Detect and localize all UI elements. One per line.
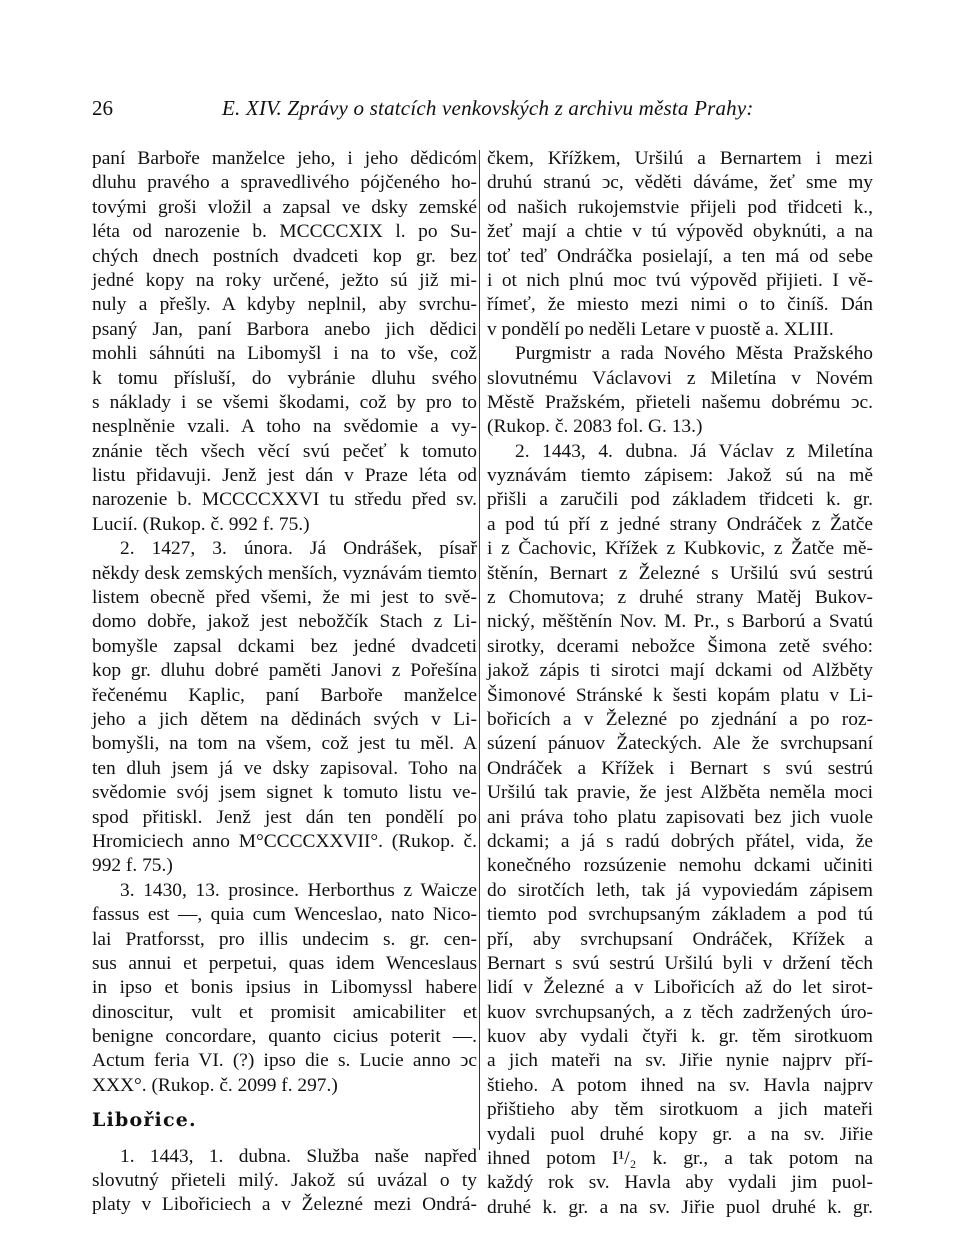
text-line: Hromiciech anno M°CCCCXXVII°. (Rukop. č.: [92, 830, 477, 852]
paragraph-liborice-entry-1: [92, 1145, 477, 1218]
text-line: jakož zápis ti sirotci mají dckami od Alžběty: [487, 660, 873, 682]
text-line: Lucií. (Rukop. č. 992 f. 75.): [92, 513, 310, 535]
text-line: bomyšle zapsal dckami bez jedné dvadceti: [92, 635, 477, 657]
text-line: benigne concordare, quanto cicius poterit —.: [92, 1026, 477, 1048]
text-line: čkem, Křížkem, Uršilú a Bernartem i mezi: [487, 148, 873, 169]
text-line: svědomie svój jsem signet k tomuto listu ve-: [92, 782, 477, 804]
text-line: i ot nich plnú moc tvú výpověd přijieti. I vě-: [487, 269, 873, 291]
paragraph-entry-1-continued: [92, 147, 477, 537]
text-line: fassus est —, quia cum Wenceslao, nato Nico-: [92, 904, 477, 926]
text-line: Bernart s svú sestrú Uršilú byli v držení těch: [487, 952, 873, 974]
page-number: 26: [92, 96, 113, 120]
paragraph-entry-3: [92, 879, 477, 1099]
text-line: žeť mají a chtie v tú výpověd obyknúti, a na: [487, 221, 873, 243]
text-line: kuov aby vydali čtyři k. gr. těm sirotkuom: [487, 1026, 873, 1048]
text-line: přišli a zaručili pod základem třidceti k. gr.: [487, 489, 873, 511]
text-line: tovými groši vložil a zapsal ve dsky zemské: [92, 196, 477, 218]
text-line: dinoscitur, vult et promisit amicabiliter et: [92, 1001, 477, 1023]
text-line: i z Čachovic, Křížek z Kubkovic, z Žatče mě-: [487, 538, 873, 560]
text-line: narozenie b. MCCCCXXVI tu středu před sv.: [92, 489, 477, 511]
text-line: pří, aby svrchupsaní Ondráček, Křížek a: [487, 928, 873, 950]
text-line: tiemto pod svrchupsaným základem a pod tú: [487, 904, 873, 926]
text-line: in ipso et bonis ipsius in Libomyssl habere: [92, 977, 477, 999]
text-line: Městě Pražském, přieteli našemu dobrému ↄc.: [487, 391, 873, 413]
left-column: [92, 147, 477, 1218]
text-line: kop gr. dluhu dobré paměti Janovi z Pořešína: [92, 660, 477, 682]
text-line: do sirotčích leth, tak já vypoviedám zápisem: [487, 879, 873, 901]
text-line: slovutný přieteli milý. Jakož sú uvázal o ty: [92, 1170, 477, 1192]
paragraph-letter-continued: [487, 147, 873, 342]
text-line: a pod tú pří z jedné strany Ondráček z Žatče: [487, 513, 873, 535]
text-line: lidí v Železné a v Libořicích až do let sirot-: [487, 977, 873, 999]
text-line: znánie těch všech věcí svú pečeť k tomuto: [92, 440, 477, 462]
text-line: v pondělí po neděli Letare v puostě a. XLIII.: [487, 318, 834, 340]
text-line: súzení pánuov Žateckých. Ale že svrchupsaní: [487, 733, 873, 755]
text-line: toť teď Ondráčka posielají, a ten má od sebe: [487, 245, 873, 267]
text-line: každý rok sv. Havla aby vydali jim puol-: [487, 1172, 873, 1194]
text-line: od našich rukojemstvie přijeli pod třidceti k.,: [487, 196, 873, 218]
text-line: štieho. A potom ihned na sv. Havla najprv: [487, 1074, 873, 1096]
text-line: platy v Libořiciech a v Železné mezi Ondrá-: [92, 1194, 477, 1216]
text-line: s náklady i se všemi škodami, což by pro to: [92, 391, 477, 413]
text-line: k tomu přísluší, do vybránie dluhu svého: [92, 367, 477, 389]
text-line: listem obecně před všemi, že mi jest to svě-: [92, 587, 477, 609]
text-line: vyznávám tiemto zápisem: Jakož sú na mě: [487, 465, 873, 487]
text-line: dckami; a já s radú dobrých přátel, vida, že: [487, 830, 873, 852]
text-line: Actum feria VI. (?) ipso die s. Lucie anno ↄc: [92, 1050, 477, 1072]
text-line: slovutnému Václavovi z Miletína v Novém: [487, 367, 873, 389]
text-line: Šimonové Stránské k šesti kopám platu v Li-: [487, 684, 873, 706]
page-header: [92, 96, 864, 128]
text-line: druhé k. gr. a na sv. Jiřie puol druhé k. gr.: [487, 1196, 873, 1218]
text-line: někdy desk zemských menších, vyznávám tiemto: [92, 562, 477, 584]
text-line: 2. 1427, 3. února. Já Ondrášek, písař: [120, 538, 477, 560]
text-line: nický, měštěnín Nov. M. Pr., s Barború a Svatú: [487, 611, 873, 633]
text-line: 3. 1430, 13. prosince. Herborthus z Waicze: [120, 879, 477, 901]
text-line: druhú stranú ↄc, věděti dáváme, žeť sme my: [487, 172, 873, 194]
text-line: bomyšli, na tom na všem, což jest tu měl. A: [92, 733, 477, 755]
column-divider: [479, 150, 480, 1150]
text-line: ihned potom I¹/₂ k. gr., a tak potom na: [487, 1148, 873, 1170]
text-line: ten dluh jsem já ve dsky zapisoval. Toho na: [92, 757, 477, 779]
text-line: paní Barboře manželce jeho, i jeho dědicóm: [92, 148, 477, 169]
text-line: Purgmistr a rada Nového Města Pražského: [515, 343, 873, 365]
text-line: sirotky, dcerami nebožce Šimona zetě svého:: [487, 635, 873, 657]
text-line: (Rukop. č. 2083 fol. G. 13.): [487, 416, 703, 438]
paragraph-entry-2: [92, 537, 477, 878]
text-line: kuov svrchupsaných, a z těch zadržených úro-: [487, 1001, 873, 1023]
paragraph-letter-address: [487, 342, 873, 440]
text-line: štěnín, Bernart z Železné s Uršilú svú sestrú: [487, 562, 873, 584]
section-heading: Libořice.: [92, 1109, 197, 1132]
text-line: Uršilú tak pravie, že jest Alžběta neměla moci: [487, 782, 873, 804]
text-line: mohli sáhnúti na Libomyšl i na to vše, což: [92, 343, 477, 365]
text-line: sus annui et perpetui, quas idem Wenceslaus: [92, 952, 477, 974]
text-line: římeť, že miesto mezi nimi o to činíš. Dán: [487, 294, 873, 316]
text-line: a jich mateři na sv. Jiřie nynie najprv pří-: [487, 1050, 873, 1072]
text-line: Ondráček a Křížek i Bernart s svú sestrú: [487, 757, 873, 779]
text-line: XXX°. (Rukop. č. 2099 f. 297.): [92, 1074, 338, 1096]
text-line: 992 f. 75.): [92, 855, 173, 877]
text-line: přištieho aby těm sirotkuom a jich mateři: [487, 1099, 873, 1121]
text-line: ani práva toho platu zapisovati bez jich vuole: [487, 806, 873, 828]
paragraph-liborice-entry-2: [487, 440, 873, 1221]
text-line: bořicích a v Železné po zjednání a po roz-: [487, 708, 873, 730]
text-line: 1. 1443, 1. dubna. Služba naše napřed: [120, 1145, 477, 1167]
text-line: vydali puol druhé kopy gr. a na sv. Jiřie: [487, 1123, 873, 1145]
text-line: konečného rozsúzenie nemohu dckami učiniti: [487, 855, 873, 877]
text-line: řečenému Kaplic, paní Barboře manželce: [92, 684, 477, 706]
text-line: spod přitiskl. Jenž jest dán ten pondělí po: [92, 806, 477, 828]
text-line: chých dnech postních dvadceti kop gr. bez: [92, 245, 477, 267]
text-line: nuly a přešly. A kdyby neplnil, aby svrchu-: [92, 294, 477, 316]
text-line: domo dobře, jakož jest nebožčík Stach z Li-: [92, 611, 477, 633]
text-line: jedné kopy na roky určené, ježto sú již mi-: [92, 269, 477, 291]
text-line: lai Pratforsst, pro illis undecim s. gr. cen-: [92, 928, 477, 950]
right-column: [487, 147, 873, 1220]
running-title: E. XIV. Zprávy o statcích venkovských z archivu města Prahy:: [222, 96, 754, 120]
text-line: 2. 1443, 4. dubna. Já Václav z Miletína: [515, 440, 873, 462]
text-line: listu přidavuji. Jenž jest dán v Praze léta od: [92, 465, 477, 487]
text-line: dluhu pravého a spravedlivého pójčeného ho-: [92, 172, 477, 194]
text-line: z Chomutova; z druhé strany Matěj Bukov-: [487, 587, 873, 609]
text-line: jeho a jich dětem na dědinách svých v Li-: [92, 708, 477, 730]
text-line: psaný Jan, paní Barbora anebo jich dědici: [92, 318, 477, 340]
text-line: nesplněnie vzali. A toho na svědomie a vy-: [92, 416, 477, 438]
text-line: léta od narozenie b. MCCCCXIX l. po Su-: [92, 221, 477, 243]
